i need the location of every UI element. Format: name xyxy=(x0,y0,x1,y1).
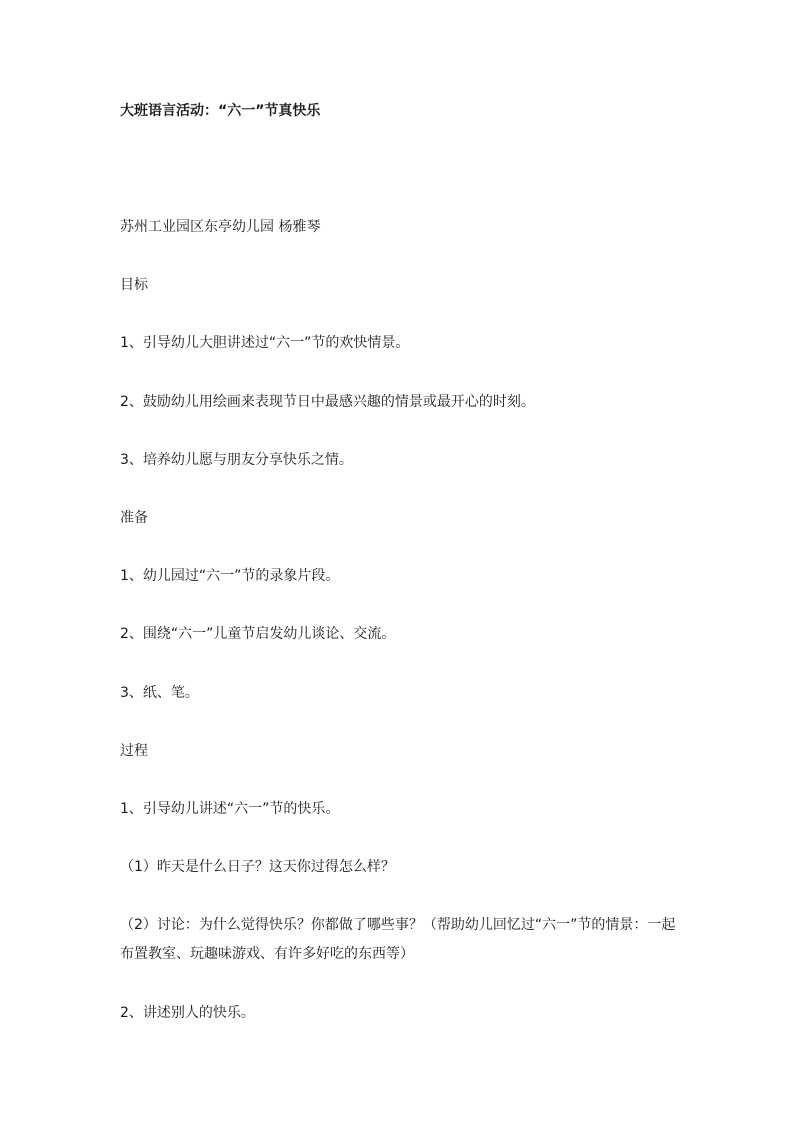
process-item: 2、讲述别人的快乐。 xyxy=(120,1005,255,1021)
process-heading: 过程 xyxy=(120,743,148,759)
process-item: 1、引导幼儿讲述“六一”节的快乐。 xyxy=(120,801,340,817)
document-title: 大班语言活动：“六一”节真快乐 xyxy=(120,103,321,119)
author-line: 苏州工业园区东亭幼儿园 杨雅琴 xyxy=(120,219,321,235)
process-item: （1）昨天是什么日子？这天你过得怎么样？ xyxy=(120,859,395,875)
prep-item: 1、幼儿园过“六一”节的录象片段。 xyxy=(120,568,340,584)
prep-item: 3、纸、笔。 xyxy=(120,685,199,701)
prep-item: 2、围绕“六一”儿童节启发幼儿谈论、交流。 xyxy=(120,626,396,642)
process-item: （2）讨论：为什么觉得快乐？你都做了哪些事？（帮助幼儿回忆过“六一”节的情景：一起布置教室、玩趣味游戏、有许多好吃的东西等） xyxy=(120,917,676,962)
goal-item: 2、鼓励幼儿用绘画来表现节日中最感兴趣的情景或最开心的时刻。 xyxy=(120,394,535,410)
goal-item: 3、培养幼儿愿与朋友分享快乐之情。 xyxy=(120,452,353,468)
goals-heading: 目标 xyxy=(120,277,148,293)
prep-heading: 准备 xyxy=(120,510,148,526)
goal-item: 1、引导幼儿大胆讲述过“六一”节的欢快情景。 xyxy=(120,335,410,351)
